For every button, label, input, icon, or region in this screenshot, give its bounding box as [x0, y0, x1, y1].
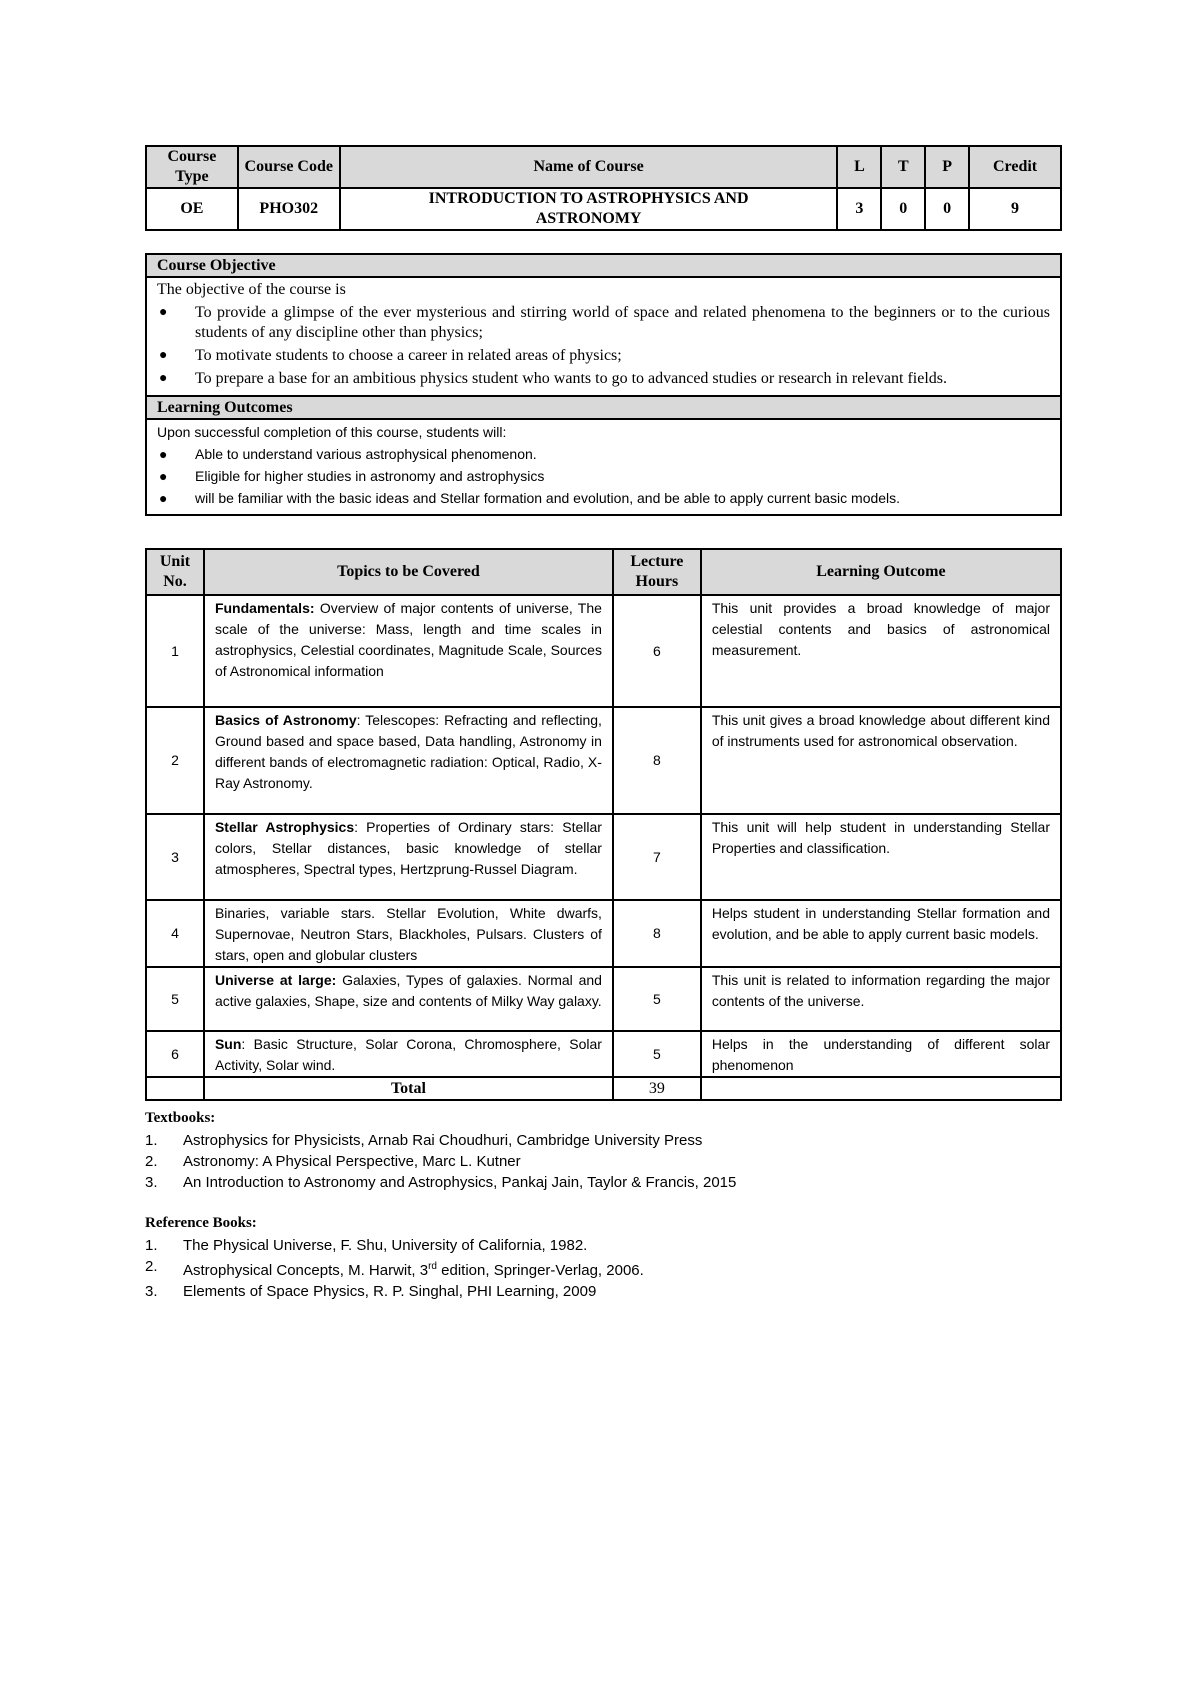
col-credit: Credit: [969, 146, 1061, 188]
unit-outcome: Helps student in understanding Stellar formation and evolution, and be able to apply current basic models.: [701, 900, 1061, 967]
col-topics: Topics to be Covered: [204, 549, 613, 595]
course-credit: 9: [969, 188, 1061, 230]
col-unit-no: Unit No.: [146, 549, 204, 595]
textbooks-section: [145, 1110, 1062, 1193]
unit-row: [146, 814, 1061, 900]
reference-books-section: [145, 1215, 1062, 1302]
course-p: 0: [925, 188, 969, 230]
unit-row: [146, 1031, 1061, 1077]
outcome-item: ● will be familiar with the basic ideas and Stellar formation and evolution, and be able to apply current basic models.: [159, 490, 901, 506]
course-row: [146, 188, 1061, 230]
outcome-item: ● Eligible for higher studies in astronomy and astrophysics: [159, 468, 545, 484]
unit-topic: Binaries, variable stars. Stellar Evolution, White dwarfs, Supernovae, Neutron Stars, Blackholes, Pulsars. Clusters of stars, open and globular clusters: [204, 900, 613, 967]
col-p: P: [925, 146, 969, 188]
unit-outcome: This unit will help student in understanding Stellar Properties and classification.: [701, 814, 1061, 900]
unit-outcome: This unit is related to information regarding the major contents of the universe.: [701, 967, 1061, 1031]
outcomes-body: [146, 419, 1061, 515]
unit-outcome: This unit provides a broad knowledge of major celestial contents and basics of astronomical measurement.: [701, 595, 1061, 707]
course-type: OE: [146, 188, 238, 230]
unit-row: [146, 900, 1061, 967]
col-learning-outcome: Learning Outcome: [701, 549, 1061, 595]
unit-no: 6: [146, 1031, 204, 1077]
course-l: 3: [837, 188, 881, 230]
unit-row: [146, 707, 1061, 814]
col-t: T: [881, 146, 925, 188]
total-empty-cell: [146, 1077, 204, 1100]
objective-body: [146, 277, 1061, 396]
reference-item: 3. Elements of Space Physics, R. P. Singhal, PHI Learning, 2009: [145, 1283, 597, 1300]
course-name: INTRODUCTION TO ASTROPHYSICS AND ASTRONOMY: [340, 188, 838, 230]
unit-no: 2: [146, 707, 204, 814]
unit-outcome: This unit gives a broad knowledge about different kind of instruments used for astronomical observation.: [701, 707, 1061, 814]
reference-item: 1. The Physical Universe, F. Shu, University of California, 1982.: [145, 1237, 588, 1254]
unit-hours: 8: [613, 707, 701, 814]
bullet-icon: ●: [159, 371, 168, 386]
reference-item: 2. Astrophysical Concepts, M. Harwit, 3rd edition, Springer-Verlag, 2006.: [145, 1258, 644, 1279]
total-label: Total: [204, 1077, 613, 1100]
bullet-icon: ●: [159, 348, 168, 363]
unit-hours: 5: [613, 1031, 701, 1077]
objective-heading: Course Objective: [146, 254, 1061, 277]
unit-no: 3: [146, 814, 204, 900]
col-lecture-hours: Lecture Hours: [613, 549, 701, 595]
textbook-item: 1. Astrophysics for Physicists, Arnab Rai Choudhuri, Cambridge University Press: [145, 1132, 703, 1149]
objective-item: ● To motivate students to choose a career in related areas of physics;: [159, 347, 622, 364]
unit-hours: 7: [613, 814, 701, 900]
unit-topic: Universe at large: Galaxies, Types of galaxies. Normal and active galaxies, Shape, size and contents of Milky Way galaxy.: [204, 967, 613, 1031]
unit-hours: 8: [613, 900, 701, 967]
objective-intro: The objective of the course is: [157, 281, 346, 298]
unit-row: [146, 967, 1061, 1031]
unit-no: 1: [146, 595, 204, 707]
unit-topic: Stellar Astrophysics: Properties of Ordinary stars: Stellar colors, Stellar distances, basic knowledge of stellar atmospheres, Spectral types, Hertzprung-Russel Diagram.: [204, 814, 613, 900]
unit-outcome: Helps in the understanding of different solar phenomenon: [701, 1031, 1061, 1077]
bullet-icon: ●: [159, 468, 168, 484]
unit-topic: Basics of Astronomy: Telescopes: Refracting and reflecting, Ground based and space based, Data handling, Astronomy in different bands of electromagnetic radiation: Optical, Radio, X-Ray Astronomy.: [204, 707, 613, 814]
bullet-icon: ●: [159, 490, 168, 506]
reference-books-list: [145, 1235, 1062, 1302]
objective-item: ● To provide a glimpse of the ever mysterious and stirring world of space and related phenomena to the beginners or to the curious students of any discipline other than physics;: [159, 304, 1050, 341]
textbooks-list: [145, 1130, 1062, 1193]
unit-row: [146, 595, 1061, 707]
outcomes-list: [157, 444, 1050, 508]
objectives-table: [145, 253, 1062, 516]
bullet-icon: ●: [159, 305, 168, 320]
textbook-item: 2. Astronomy: A Physical Perspective, Marc L. Kutner: [145, 1153, 521, 1170]
outcomes-intro: Upon successful completion of this course, students will:: [157, 424, 507, 440]
reference-books-heading: Reference Books:: [145, 1215, 257, 1231]
objective-list: [157, 303, 1050, 389]
outcomes-heading: Learning Outcomes: [146, 396, 1061, 419]
course-t: 0: [881, 188, 925, 230]
bullet-icon: ●: [159, 446, 168, 462]
unit-hours: 6: [613, 595, 701, 707]
units-table: [145, 548, 1062, 1101]
outcome-item: ● Able to understand various astrophysical phenomenon.: [159, 446, 537, 462]
course-header-table: [145, 145, 1062, 231]
unit-topic: Fundamentals: Overview of major contents of universe, The scale of the universe: Mass, length and time scales in astrophysics, Celestial coordinates, Magnitude Scale, Sources of Astronomical information: [204, 595, 613, 707]
col-course-type: Course Type: [146, 146, 238, 188]
total-hours: 39: [613, 1077, 701, 1100]
total-row: [146, 1077, 1061, 1100]
unit-no: 5: [146, 967, 204, 1031]
course-code: PHO302: [238, 188, 340, 230]
total-empty-cell: [701, 1077, 1061, 1100]
col-course-name: Name of Course: [340, 146, 838, 188]
objective-item: ● To prepare a base for an ambitious physics student who wants to go to advanced studies or research in relevant fields.: [159, 370, 947, 387]
header-row: [146, 146, 1061, 188]
col-l: L: [837, 146, 881, 188]
units-header-row: [146, 549, 1061, 595]
unit-hours: 5: [613, 967, 701, 1031]
unit-no: 4: [146, 900, 204, 967]
col-course-code: Course Code: [238, 146, 340, 188]
unit-topic: Sun: Basic Structure, Solar Corona, Chromosphere, Solar Activity, Solar wind.: [204, 1031, 613, 1077]
textbooks-heading: Textbooks:: [145, 1110, 216, 1126]
textbook-item: 3. An Introduction to Astronomy and Astrophysics, Pankaj Jain, Taylor & Francis, 2015: [145, 1174, 737, 1191]
